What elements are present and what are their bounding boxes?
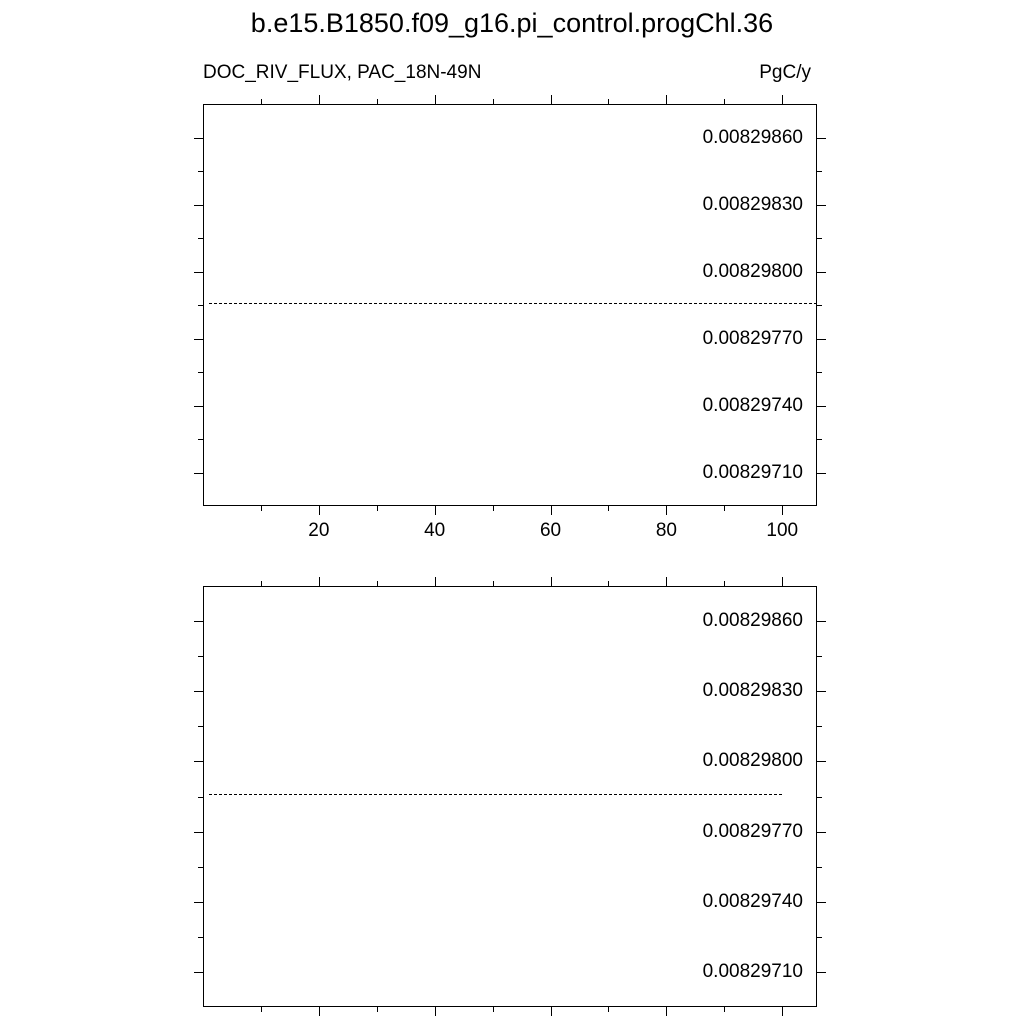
x-axis-tick [666,1007,667,1016]
x-axis-tick [666,506,667,515]
y-axis-tick [194,902,203,903]
x-axis-tick [435,506,436,515]
data-series-line [209,303,817,304]
y-axis-tick [194,406,203,407]
y-axis-tick [817,138,826,139]
y-axis-tick [194,473,203,474]
x-axis-minor-tick [493,1007,494,1012]
chart-panel-top [203,104,817,541]
y-axis-tick [817,691,826,692]
panel-header [203,62,817,82]
y-axis-minor-tick [817,867,822,868]
y-axis-tick [817,339,826,340]
x-axis-tick [551,506,552,515]
y-axis-tick-label: 0.00829710 [702,461,803,483]
x-axis-tick-label: 100 [766,520,799,541]
x-axis-minor-tick [261,506,262,511]
x-axis-tick [435,1007,436,1016]
y-axis-tick [194,205,203,206]
y-axis-tick [194,621,203,622]
x-axis-minor-tick [608,506,609,511]
x-axis-tick-label: 80 [655,520,677,541]
y-axis-tick [194,272,203,273]
y-axis-tick [817,972,826,973]
x-axis-tick [551,577,552,586]
y-axis-tick-label: 0.00829860 [702,126,803,148]
y-axis-tick [194,972,203,973]
y-axis-tick-label: 0.00829860 [702,610,803,632]
x-axis-minor-tick [608,1007,609,1012]
y-axis-minor-tick [817,726,822,727]
x-axis-minor-tick [493,506,494,511]
x-axis-minor-tick [724,506,725,511]
y-axis-tick-label: 0.00829830 [702,193,803,215]
y-axis-tick-label: 0.00829710 [702,960,803,982]
x-axis-tick [666,577,667,586]
x-axis-tick [319,1007,320,1016]
chart-panel-bottom [203,586,817,1007]
y-axis-tick [194,761,203,762]
y-axis-tick [817,832,826,833]
y-axis-tick [817,272,826,273]
y-axis-tick-label: 0.00829830 [702,680,803,702]
y-axis-minor-tick [817,439,822,440]
x-axis-tick [782,506,783,515]
x-axis-tick-label: 60 [539,520,562,541]
x-axis-tick-label: 20 [308,520,330,541]
x-axis-minor-tick [724,1007,725,1012]
y-axis-tick-label: 0.00829770 [702,327,803,349]
y-axis-tick-label: 0.00829740 [702,890,803,912]
y-axis-tick-label: 0.00829740 [702,394,803,416]
variable-label: DOC_RIV_FLUX, PAC_18N-49N [203,62,482,83]
x-axis-tick [666,95,667,104]
x-axis-tick [782,95,783,104]
x-axis-tick [319,506,320,515]
x-axis-tick [782,1007,783,1016]
y-axis-minor-tick [817,937,822,938]
y-axis-tick [817,406,826,407]
y-axis-tick-label: 0.00829800 [702,260,803,282]
x-axis-minor-tick [377,1007,378,1012]
y-axis-minor-tick [817,656,822,657]
x-axis-tick [782,577,783,586]
units-label: PgC/y [759,62,811,83]
plot-frame-top [203,104,817,506]
y-axis-minor-tick [817,238,822,239]
x-axis-tick [435,95,436,104]
y-axis-tick [194,691,203,692]
y-axis-tick-label: 0.00829800 [702,750,803,772]
y-axis-tick-label: 0.00829770 [702,820,803,842]
x-axis-tick [435,577,436,586]
figure-title: b.e15.B1850.f09_g16.pi_control.progChl.36 [250,8,774,38]
x-axis-tick [551,95,552,104]
y-axis-tick [817,902,826,903]
y-axis-minor-tick [817,171,822,172]
plot-frame-bottom [203,586,817,1007]
x-axis-minor-tick [261,1007,262,1012]
y-axis-minor-tick [817,372,822,373]
y-axis-tick [817,621,826,622]
x-axis-tick [319,577,320,586]
y-axis-tick [817,205,826,206]
x-axis-tick [319,95,320,104]
y-axis-tick [817,761,826,762]
y-axis-minor-tick [817,305,822,306]
y-axis-tick [194,138,203,139]
x-axis-minor-tick [377,506,378,511]
y-axis-tick [817,473,826,474]
x-axis-tick [551,1007,552,1016]
y-axis-minor-tick [817,797,822,798]
y-axis-tick [194,339,203,340]
data-series-line [209,794,782,795]
x-axis-tick-label: 40 [424,520,446,541]
y-axis-tick [194,832,203,833]
